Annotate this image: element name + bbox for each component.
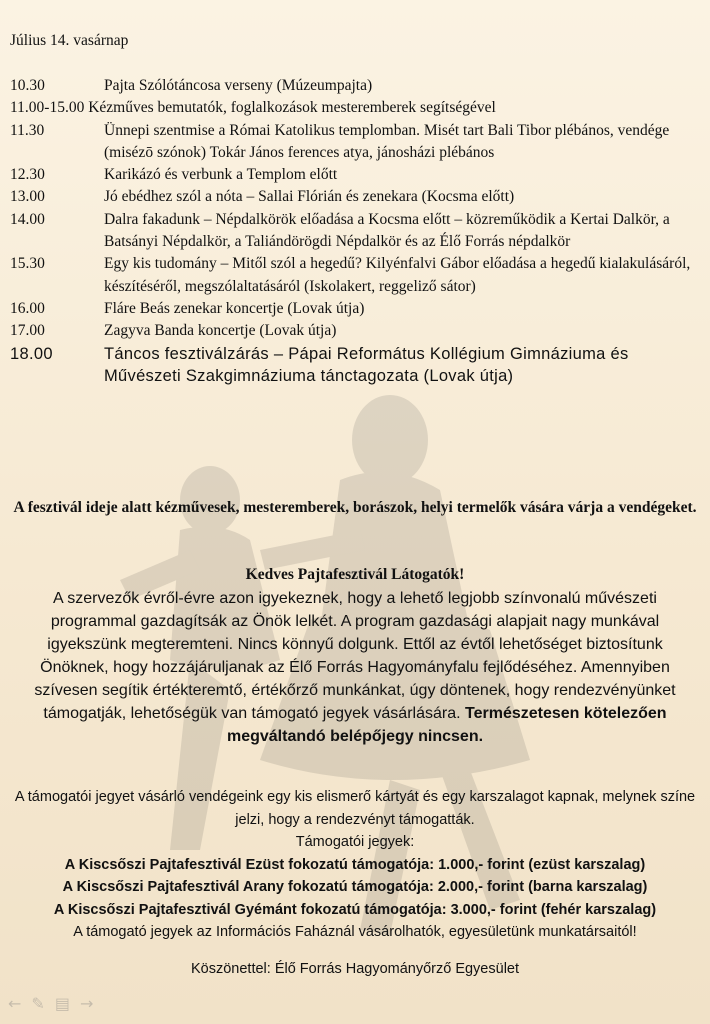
schedule-desc: Táncos fesztiválzárás – Pápai Református Kollégium Gimnáziuma és Művészeti Szakgimnáziuma tánctagozata (Lovak útja)	[104, 344, 629, 385]
schedule-time: 17.00	[10, 322, 45, 340]
schedule-desc: Fláre Beás zenekar koncertje (Lovak útja)	[104, 299, 365, 317]
schedule-row-finale	[10, 343, 700, 387]
schedule-time: 12.30	[10, 166, 45, 184]
schedule-time: 13.00	[10, 188, 45, 206]
support-section	[10, 786, 700, 944]
schedule-desc: Karikázó és verbunk a Templom előtt	[104, 166, 338, 184]
schedule-time: 10.30	[10, 77, 45, 94]
arrow-right-icon[interactable]: →	[79, 994, 94, 1013]
schedule-row	[10, 164, 700, 186]
intro-text: A szervezők évről-évre azon igyekeznek, hogy a lehető legjobb színvonalú művészeti programmal gazdagítsák az Önök lelkét. A program gazdasági alapjait nagy munkával igyekszünk megteremteni. Nincs könnyű dolgunk. Ettől az évtől lehetőséget biztosítunk Önöknek, hogy hozzájáruljanak az Élő Forrás Hagyományfalu fejlődéséhez. Amennyiben szívesen segítik értékteremtő, értékőrző munkánkat, úgy döntenek, hogy rendezvényünket támogatják, lehetőségük van támogató jegyek vásárlására.	[34, 590, 676, 722]
intro-bold-text: Természetesen kötelezően megváltandó belépőjegy nincsen.	[226, 705, 667, 745]
thanks-signature: Köszönettel: Élő Forrás Hagyományőrző Egyesület	[190, 961, 520, 977]
schedule-time: 18.00	[10, 344, 53, 363]
schedule-list	[10, 75, 700, 387]
support-heading: Támogatói jegyek:	[295, 834, 415, 850]
intro-paragraph	[14, 587, 696, 748]
schedule-desc: Egy kis tudomány – Mitől szól a hegedű? Kilyénfalvi Gábor előadása a hegedű kialakulásáról, készítéséről, megszólaltatásáról (Iskolakert, reggeliző sátor)	[104, 255, 691, 295]
pen-icon[interactable]: ✎	[31, 994, 45, 1013]
schedule-row	[10, 298, 700, 320]
support-level-gold: A Kiscsőszi Pajtafesztivál Arany fokozatú támogatója: 2.000,- forint (barna karszalag)	[62, 879, 648, 895]
schedule-time: 16.00	[10, 299, 45, 317]
schedule-row	[10, 209, 700, 254]
schedule-row	[10, 320, 700, 342]
schedule-row	[10, 97, 700, 119]
support-level-silver: A Kiscsőszi Pajtafesztivál Ezüst fokozatú támogatója: 1.000,- forint (ezüst karszalag)	[64, 856, 646, 873]
support-text: A támogatói jegyet vásárló vendégeink egy kis elismerő kártyát és egy karszalagot kapnak, melynek színe jelzi, hogy a rendezvényt támogatták.	[14, 789, 696, 828]
schedule-row	[10, 253, 700, 298]
schedule-desc: Ünnepi szentmise a Római Katolikus templomban. Misét tart Bali Tibor plébános, vendége (misézō szónok) Tokár János ferences atya, jánosházi plébános	[104, 121, 670, 161]
greeting-heading: Kedves Pajtafesztivál Látogatók!	[245, 566, 465, 583]
schedule-row	[10, 120, 700, 165]
schedule-time: 14.00	[10, 210, 45, 228]
schedule-row	[10, 186, 700, 208]
schedule-row	[10, 75, 700, 97]
purchase-info: A támogató jegyek az Információs Faháznál vásárolhatók, egyesületünk munkatársaitól!	[73, 924, 637, 940]
schedule-desc: Kézműves bemutatók, foglalkozások mesteremberek segítségével	[88, 99, 496, 117]
slide-navigation	[8, 994, 93, 1013]
event-date: Július 14. vasárnap	[10, 32, 129, 49]
menu-icon[interactable]: ▤	[54, 994, 70, 1013]
schedule-time: 11.30	[10, 121, 45, 139]
schedule-time: 15.30	[10, 255, 45, 273]
schedule-desc: Pajta Szólótáncosa verseny (Múzeumpajta)	[104, 77, 373, 94]
schedule-time: 11.00-15.00	[10, 99, 85, 117]
arrow-left-icon[interactable]: ←	[8, 994, 22, 1013]
schedule-desc: Dalra fakadunk – Népdalkörök előadása a Kocsma előtt – közreműködik a Kertai Dalkör, a Batsányi Népdalkör, a Taliándörögdi Népdalkör és az Élő Forrás népdalkör	[104, 210, 670, 251]
schedule-desc: Jó ebédhez szól a nóta – Sallai Flórián és zenekara (Kocsma előtt)	[104, 188, 515, 206]
fair-notice: A fesztivál ideje alatt kézművesek, mesteremberek, borászok, helyi termelők vására várja a vendégeket.	[13, 499, 697, 516]
support-level-diamond: A Kiscsőszi Pajtafesztivál Gyémánt fokozatú támogatója: 3.000,- forint (fehér karszalag)	[53, 901, 657, 918]
schedule-desc: Zagyva Banda koncertje (Lovak útja)	[104, 322, 337, 340]
